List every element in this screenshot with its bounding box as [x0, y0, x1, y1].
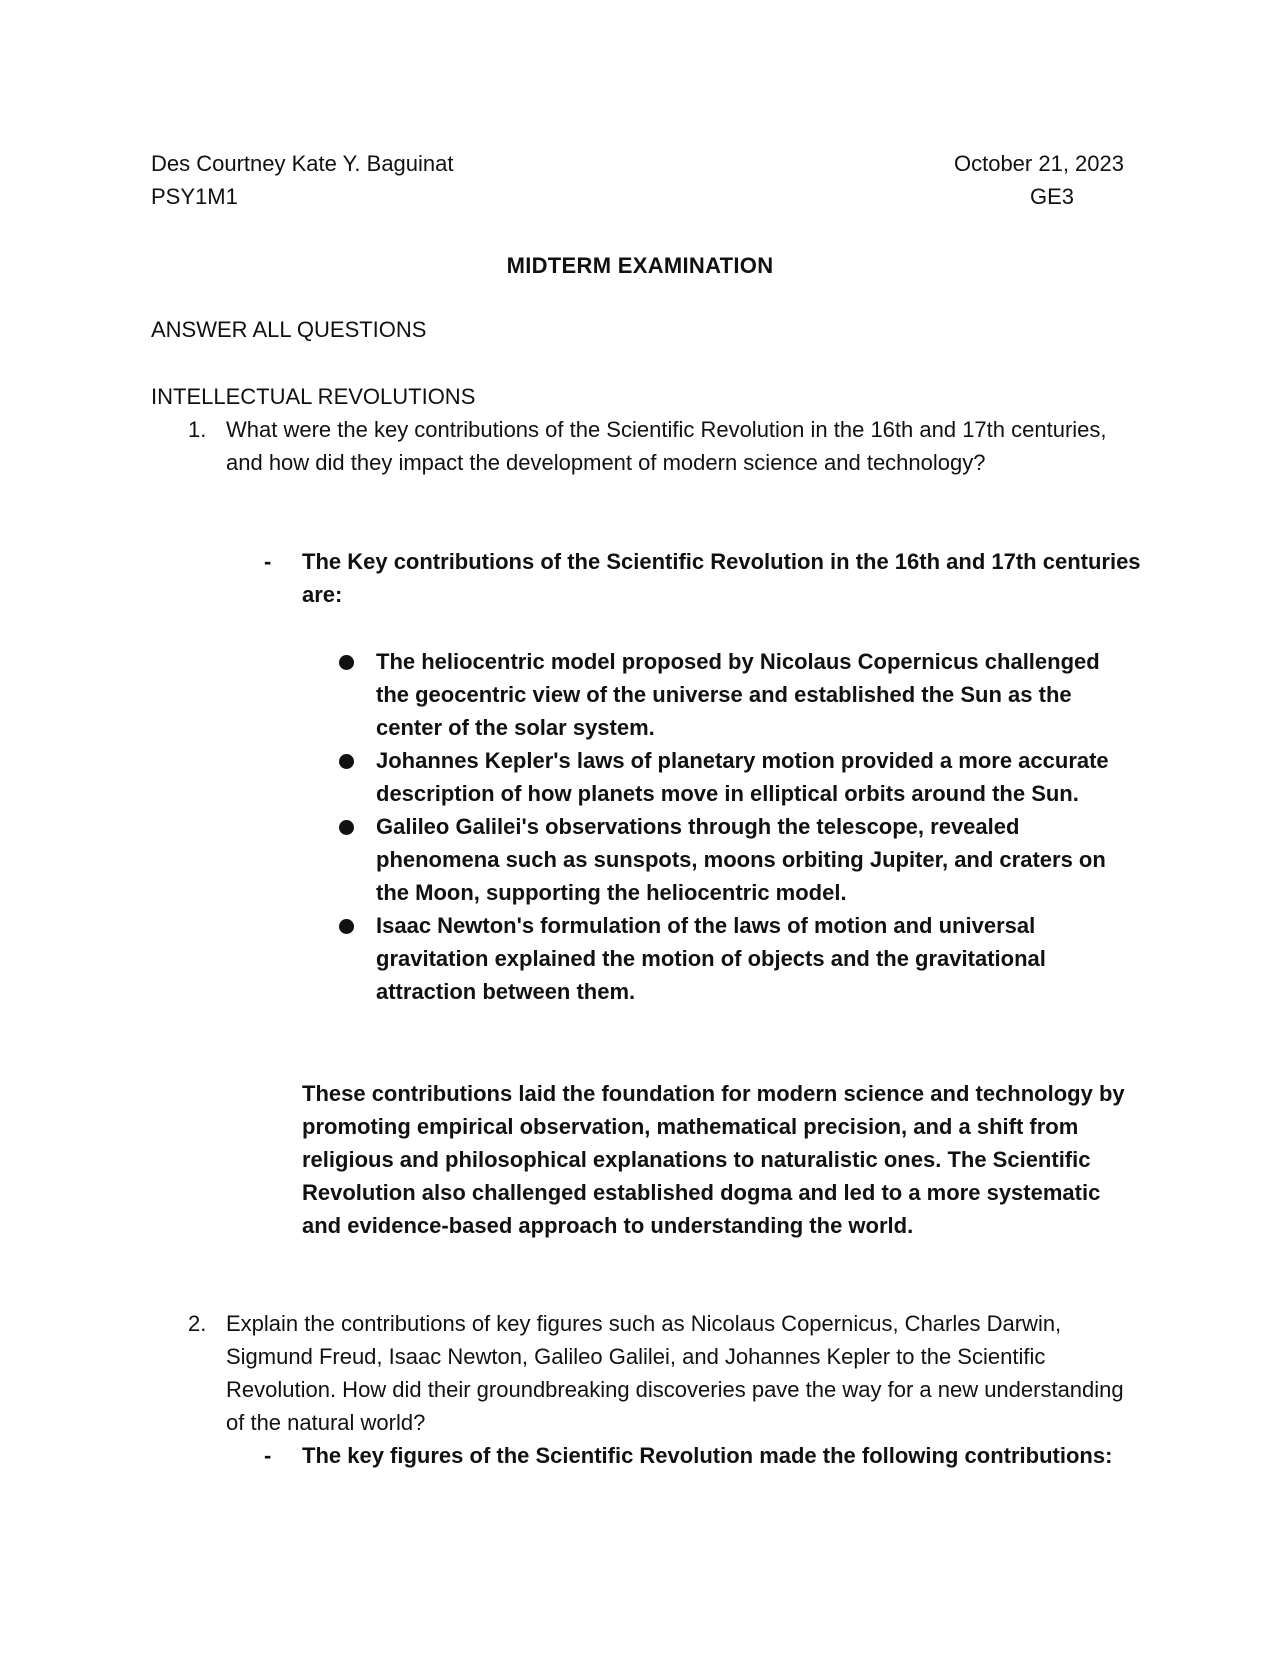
answer-1-intro	[264, 545, 1144, 611]
bullet-icon	[339, 919, 354, 934]
bullet-icon	[339, 754, 354, 769]
course-code: GE3	[1029, 184, 1075, 209]
exam-info	[900, 147, 1124, 213]
question-number: 1.	[188, 417, 207, 442]
question-1	[188, 413, 1128, 479]
answer-1-conclusion: These contributions laid the foundation for modern science and technology by promoting empirical observation, mathematical precision, and a shift from religious and philosophical explanations to naturalistic ones. The Scientific Revolution also challenged established dogma and led to a more systematic and evidence-based approach to understanding the world.	[302, 1081, 1125, 1238]
bullet-icon	[339, 820, 354, 835]
student-info	[151, 147, 454, 213]
question-text: Explain the contributions of key figures such as Nicolaus Copernicus, Charles Darwin, Sigmund Freud, Isaac Newton, Galileo Galilei, and Johannes Kepler to the Scientific Revolution. How did their groundbreaking discoveries pave the way for a new understanding of the natural world?	[226, 1311, 1124, 1435]
list-item	[336, 909, 1136, 1008]
exam-date: October 21, 2023	[953, 151, 1124, 176]
answer-intro-text: The key figures of the Scientific Revolution made the following contributions:	[302, 1443, 1113, 1468]
answer-intro-text: The Key contributions of the Scientific Revolution in the 16th and 17th centuries are:	[302, 549, 1141, 607]
answer-dash: -	[264, 1443, 272, 1468]
bullet-icon	[339, 655, 354, 670]
page-title: MIDTERM EXAMINATION	[506, 253, 774, 278]
section-heading: INTELLECTUAL REVOLUTIONS	[151, 384, 476, 409]
list-item-text: Galileo Galilei's observations through the telescope, revealed phenomena such as sunspots, moons orbiting Jupiter, and craters on the Moon, supporting the heliocentric model.	[376, 814, 1106, 905]
instruction-text: ANSWER ALL QUESTIONS	[151, 317, 427, 342]
answer-2-intro	[264, 1439, 1144, 1472]
list-item-text: The heliocentric model proposed by Nicolaus Copernicus challenged the geocentric view of the universe and established the Sun as the center of the solar system.	[376, 649, 1100, 740]
list-item	[336, 744, 1136, 810]
question-number: 2.	[188, 1311, 207, 1336]
list-item	[336, 645, 1136, 744]
question-text: What were the key contributions of the Scientific Revolution in the 16th and 17th centuries, and how did they impact the development of modern science and technology?	[226, 417, 1107, 475]
contributions-list	[336, 645, 1136, 1008]
list-item-text: Isaac Newton's formulation of the laws of motion and universal gravitation explained the motion of objects and the gravitational attraction between them.	[376, 913, 1046, 1004]
list-item-text: Johannes Kepler's laws of planetary motion provided a more accurate description of how planets move in elliptical orbits around the Sun.	[376, 748, 1109, 806]
student-section: PSY1M1	[151, 184, 238, 209]
student-name: Des Courtney Kate Y. Baguinat	[151, 151, 454, 176]
answer-dash: -	[264, 549, 272, 574]
list-item	[336, 810, 1136, 909]
question-2	[188, 1307, 1128, 1439]
